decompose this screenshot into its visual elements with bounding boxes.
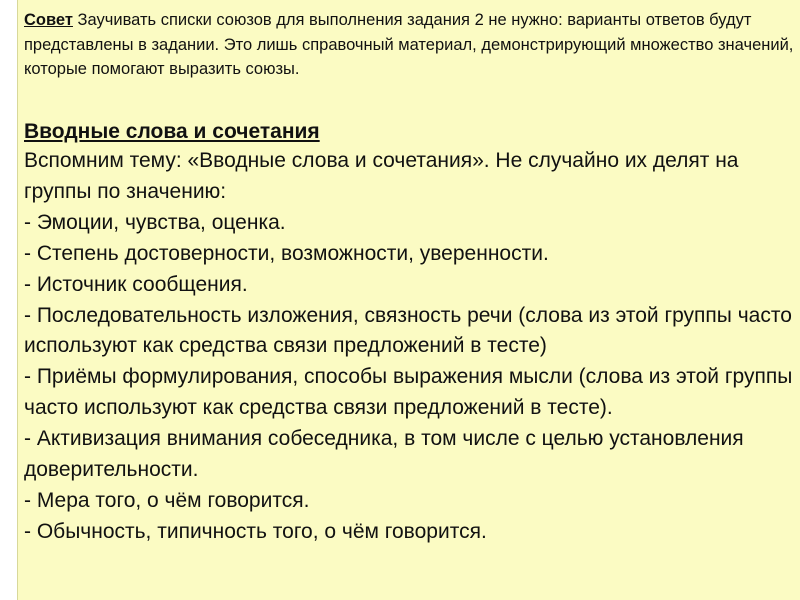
tip-paragraph — [24, 8, 796, 82]
list-item-source: - Источник сообщения. — [24, 272, 248, 296]
list-item-attention: - Активизация внимания собеседника, в том числе с целью установления доверительности. — [24, 427, 744, 482]
section-heading: Вводные слова и сочетания — [24, 120, 320, 143]
content-panel — [17, 0, 800, 600]
list-item-formulation: - Приёмы формулирования, способы выражения мысли (слова из этой группы часто используют как средства связи предложений в тесте). — [24, 365, 793, 420]
list-item-emotions: - Эмоции, чувства, оценка. — [24, 210, 286, 234]
list-item-certainty: - Степень достоверности, возможности, уверенности. — [24, 241, 549, 265]
tip-label: Совет — [24, 11, 73, 29]
intro-paragraph: Вспомним тему: «Вводные слова и сочетания». Не случайно их делят на группы по значению: — [24, 149, 739, 203]
tip-text: Заучивать списки союзов для выполнения задания 2 не нужно: варианты ответов будут представлены в задании. Это лишь справочный материал, демонстрирующий множество значений, которые помогают выразить союзы. — [24, 11, 794, 78]
list-item-sequence: - Последовательность изложения, связность речи (слова из этой группы часто используют как средства связи предложений в тесте) — [24, 303, 792, 358]
list-item-measure: - Мера того, о чём говорится. — [24, 488, 310, 512]
list-item-typicality: - Обычность, типичность того, о чём говорится. — [24, 519, 487, 543]
body-text — [24, 146, 796, 548]
